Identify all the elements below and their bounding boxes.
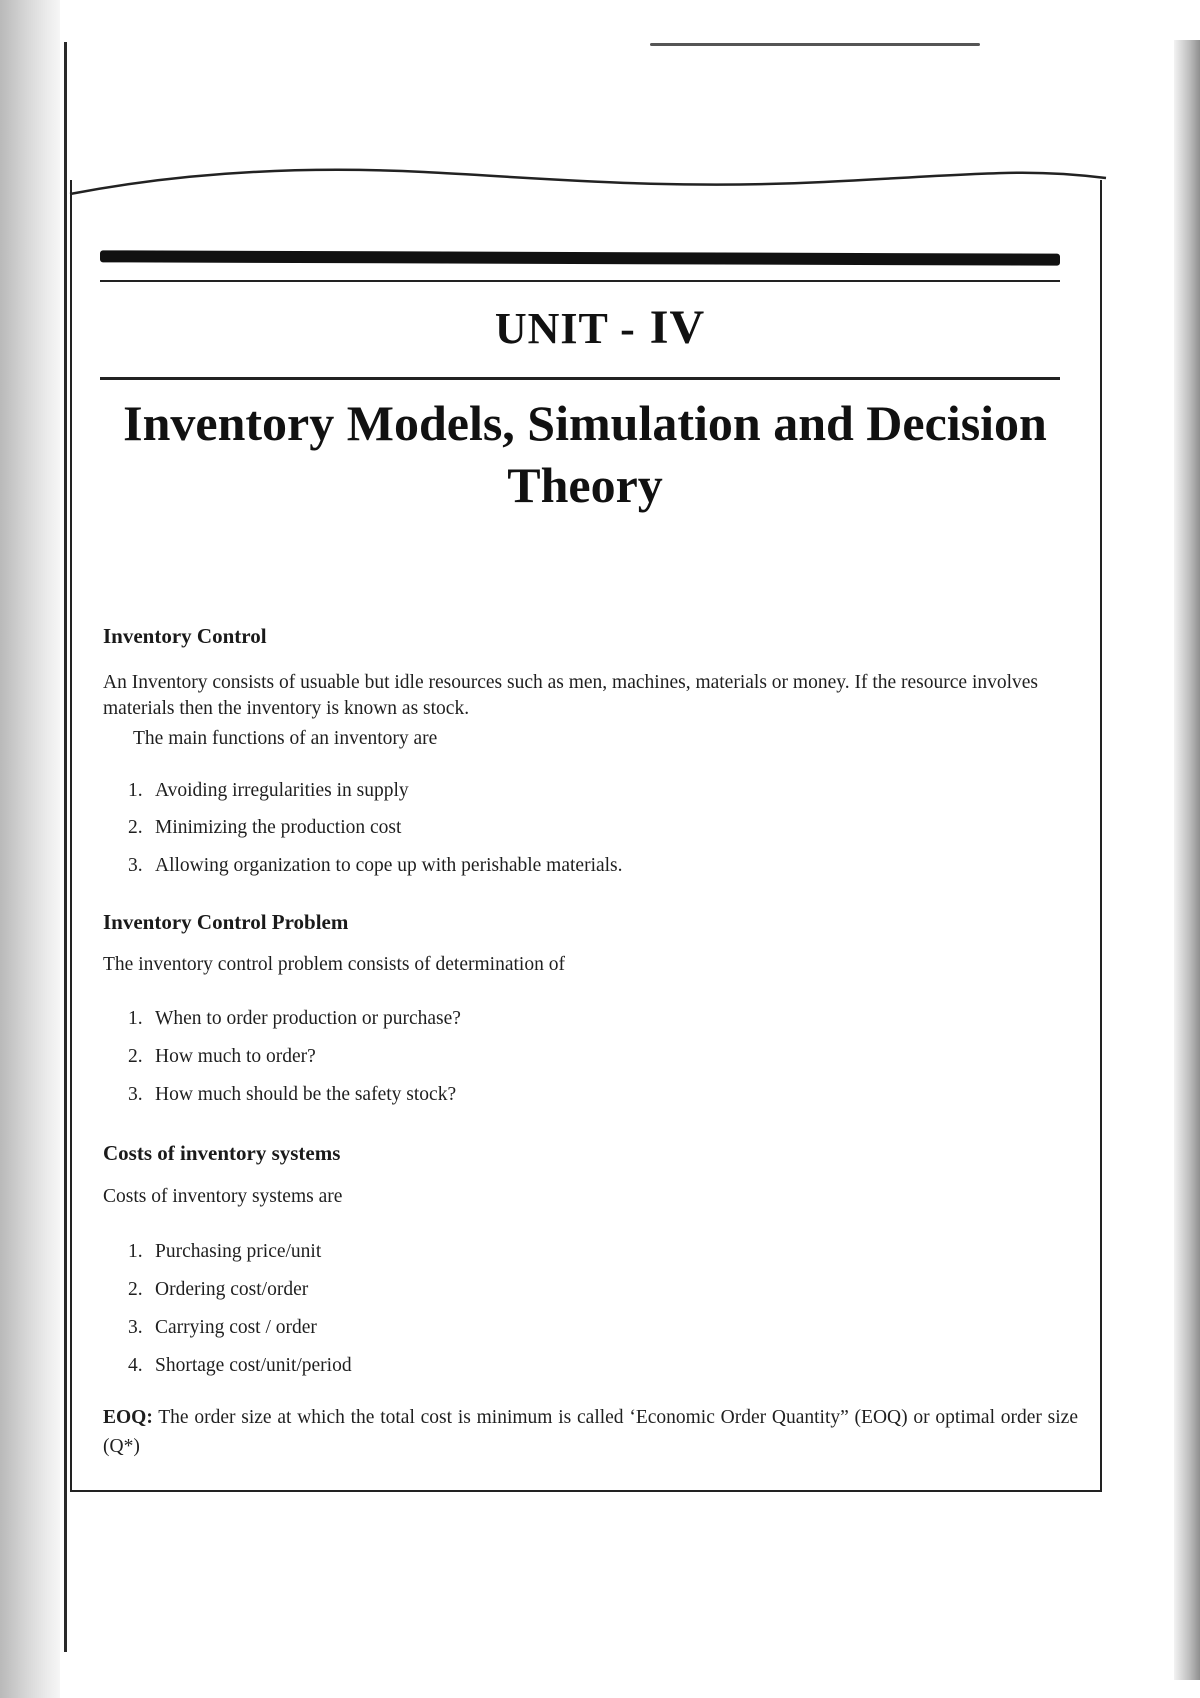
eoq-text: The order size at which the total cost is minimum is called ‘Economic Order Quantity” (EOQ) or optimal order size (Q*) [103,1407,1078,1457]
functions-intro-text: The main functions of an inventory are [133,728,438,749]
list-text: Avoiding irregularities in supply [155,780,409,801]
list-number: 2. [128,1046,143,1067]
title-separator-rule [100,377,1060,380]
inventory-definition-paragraph: An Inventory consists of usuable but idle resources such as men, machines, materials or money. If the resource involves materials then the inventory is known as stock. [103,672,1039,719]
list-number: 2. [128,1279,143,1300]
list-item [128,1317,317,1339]
list-item [128,1008,461,1030]
list-text: Allowing organization to cope up with perishable materials. [155,855,623,876]
page-left-edge [64,42,67,1652]
list-number: 1. [128,1008,143,1029]
list-number: 4. [128,1355,143,1376]
unit-heading [0,300,1200,355]
list-number: 3. [128,1084,143,1105]
list-item [128,1355,352,1377]
costs-intro-text: Costs of inventory systems are [103,1186,343,1207]
section-heading-inventory-control: Inventory Control [103,624,267,648]
list-item [128,817,401,839]
list-item [128,1241,321,1263]
list-number: 3. [128,855,143,876]
list-text: Ordering cost/order [155,1279,309,1300]
unit-label: UNIT - [494,304,636,353]
top-edge-shadow [650,43,980,46]
eoq-definition [103,1403,1078,1461]
header-thin-rule [100,280,1060,282]
page-gutter-shadow [0,0,60,1698]
section-heading-control-problem: Inventory Control Problem [103,910,349,934]
eoq-label: EOQ: [103,1407,153,1428]
list-number: 2. [128,817,143,838]
problem-intro-text: The inventory control problem consists of determination of [103,954,565,975]
list-number: 1. [128,1241,143,1262]
list-text: Shortage cost/unit/period [155,1355,352,1376]
list-item [128,1046,316,1068]
chapter-title: Inventory Models, Simulation and Decision Theory [123,395,1047,513]
list-text: Carrying cost / order [155,1317,317,1338]
page-right-edge [1174,40,1200,1680]
list-text: Minimizing the production cost [155,817,402,838]
section-heading-costs: Costs of inventory systems [103,1141,341,1165]
list-item [128,855,623,877]
list-text: When to order production or purchase? [155,1008,461,1029]
list-number: 1. [128,780,143,801]
list-number: 3. [128,1317,143,1338]
list-item [128,1279,308,1301]
list-text: How much should be the safety stock? [155,1084,457,1105]
list-item [128,1084,456,1106]
list-text: How much to order? [155,1046,316,1067]
list-text: Purchasing price/unit [155,1241,322,1262]
list-item [128,780,409,802]
unit-number: IV [649,301,706,354]
